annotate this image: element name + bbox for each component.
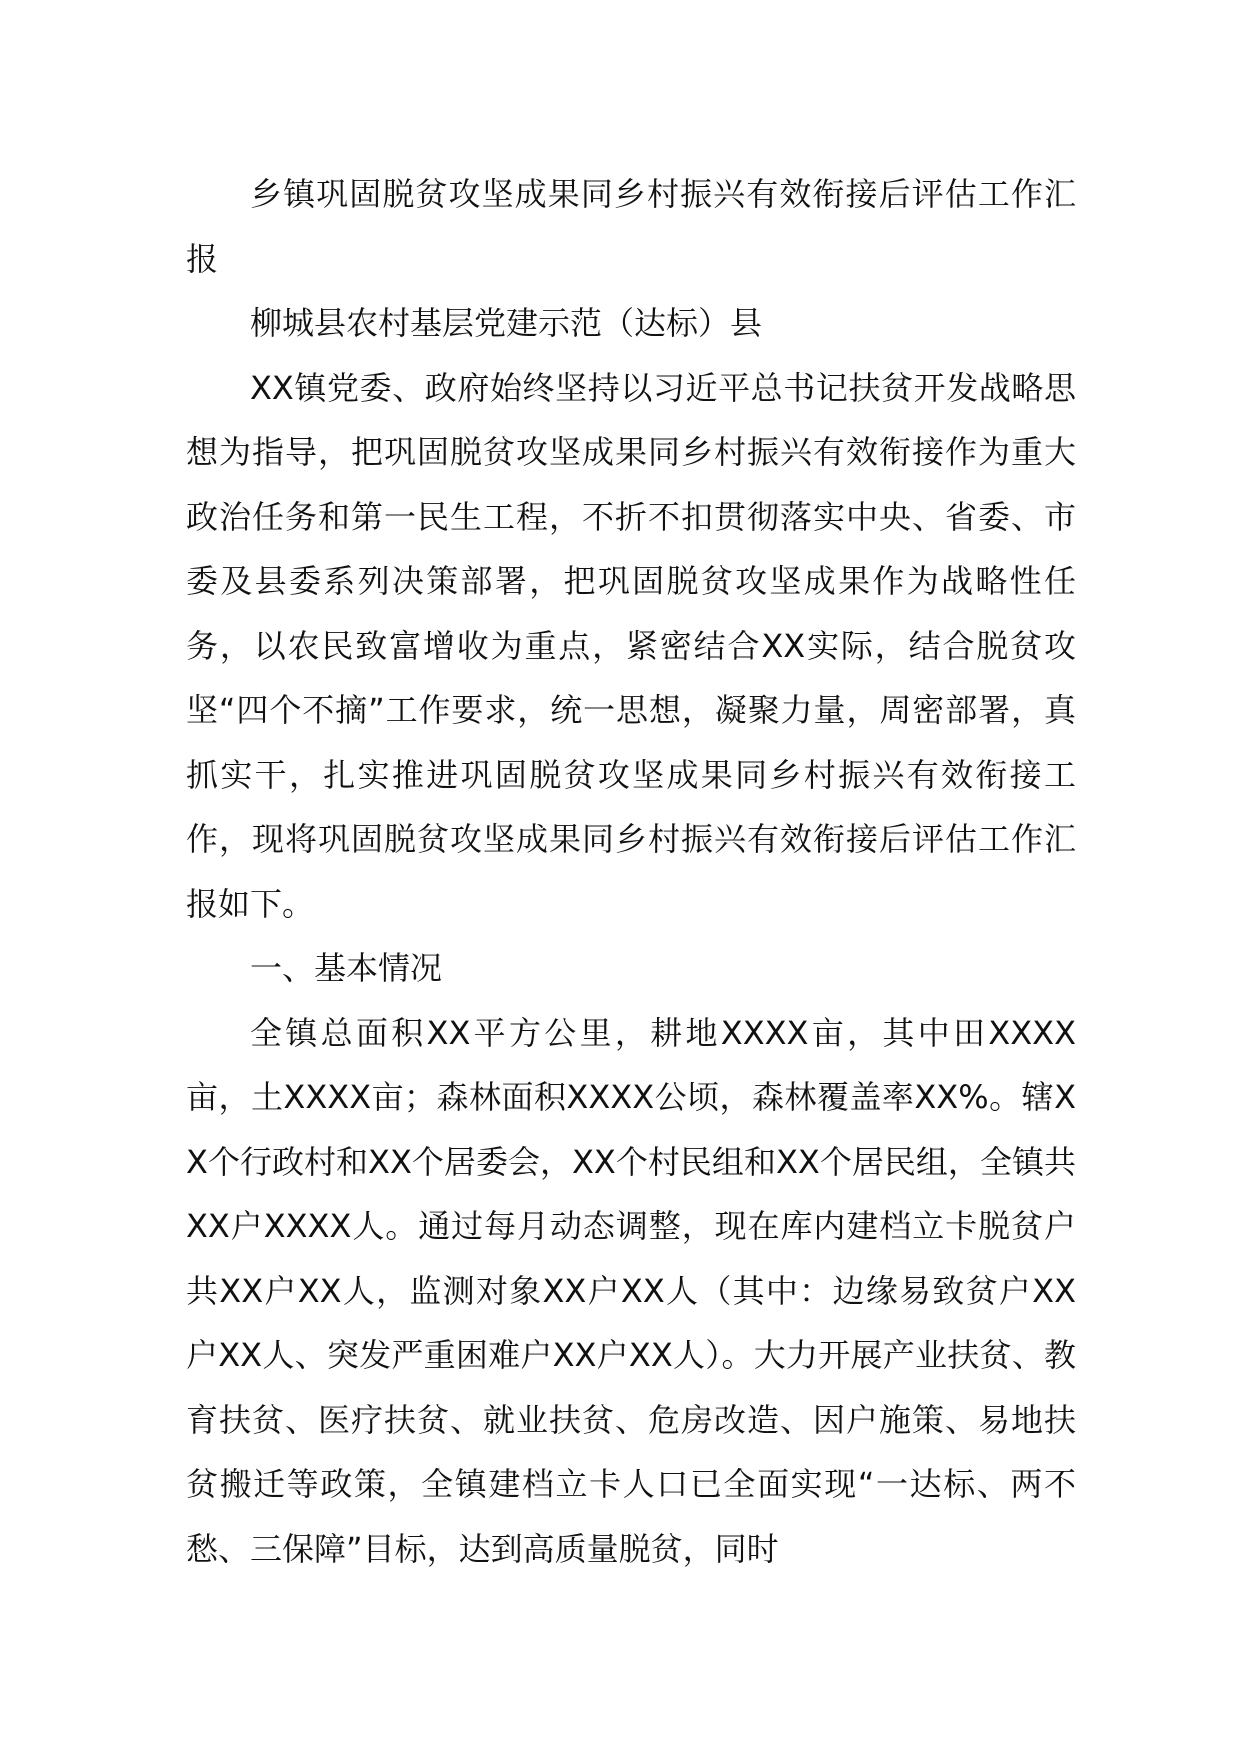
- document-page: [186, 162, 1076, 1581]
- section-heading: 一、基本情况: [250, 949, 443, 987]
- document-title: 乡镇巩固脱贫攻坚成果同乡村振兴有效衔接后评估工作汇报: [186, 175, 1076, 278]
- section-body-paragraph: 全镇总面积XX平方公里，耕地XXXX亩，其中田XXXX亩，土XXXX亩；森林面积XXXX公顷，森林覆盖率XX%。辖XX个行政村和XX个居委会，XX个村民组和XX个居民组，全镇共XX户XXXX人。通过每月动态调整，现在库内建档立卡脱贫户共XX户XX人，监测对象XX户XX人（其中：边缘易致贫户XX户XX人、突发严重困难户XX户XX人）。大力开展产业扶贫、教育扶贫、医疗扶贫、就业扶贫、危房改造、因户施策、易地扶贫搬迁等政策，全镇建档立卡人口已全面实现“一达标、两不愁、三保障”目标，达到高质量脱贫，同时: [186, 1013, 1076, 1568]
- intro-paragraph: XX镇党委、政府始终坚持以习近平总书记扶贫开发战略思想为指导，把巩固脱贫攻坚成果同乡村振兴有效衔接作为重大政治任务和第一民生工程，不折不扣贯彻落实中央、省委、市委及县委系列决策部署，把巩固脱贫攻坚成果作为战略性任务，以农民致富增收为重点，紧密结合XX实际，结合脱贫攻坚“四个不摘”工作要求，统一思想，凝聚力量，周密部署，真抓实干，扎实推进巩固脱贫攻坚成果同乡村振兴有效衔接工作，现将巩固脱贫攻坚成果同乡村振兴有效衔接后评估工作汇报如下。: [186, 368, 1076, 923]
- document-subtitle: 柳城县农村基层党建示范（达标）县: [250, 304, 763, 342]
